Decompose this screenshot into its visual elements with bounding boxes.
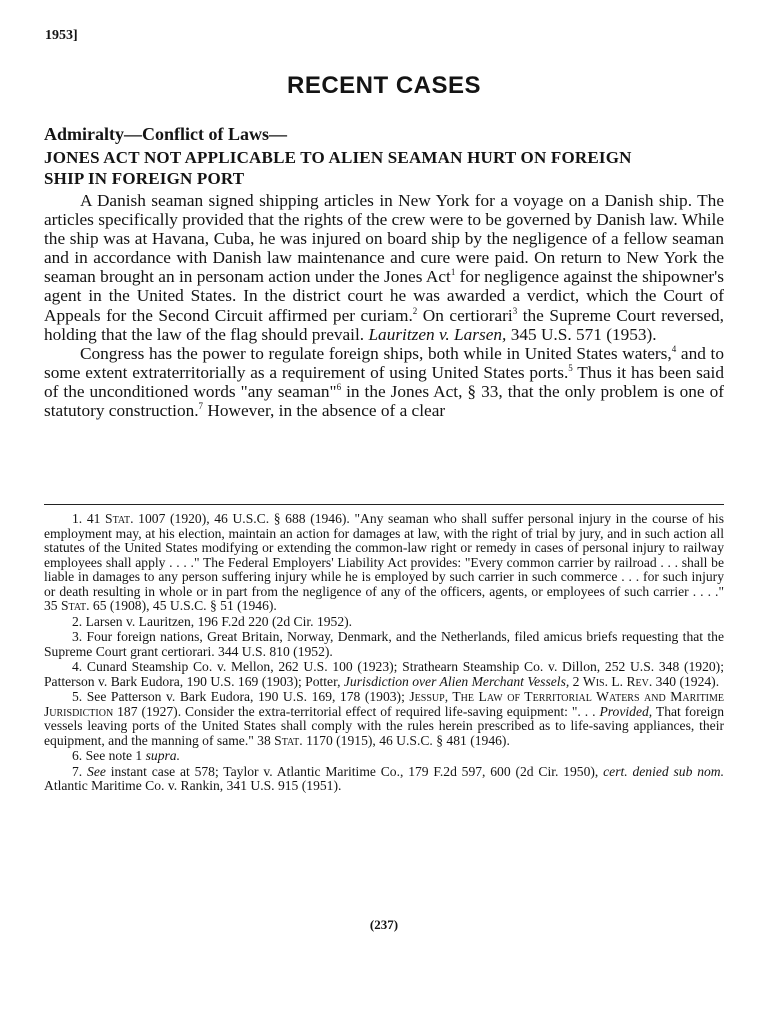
footnotes [44,512,724,795]
footnote-text: 2 [569,673,583,689]
footnote-text: 4. Cunard Steamship Co. v. Mellon, 262 U.S. 100 (1923); Strathearn Steamship Co. v. Dillon, 252 U.S. 348 (1920); Patterson v. Bark Eudora, 190 U.S. 169 (1903); Potter, [44,659,724,689]
footnote-text: 65 (1908), 45 U.S.C. § 51 (1946). [89,598,277,613]
footnote-text: 340 (1924). [652,673,720,689]
body-text: and to some extent extraterritorially as a requirement of using United States ports. [44,343,724,382]
footnote-1 [44,512,724,614]
footnote-ref: 3 [512,305,518,316]
footnote-italic: supra. [145,748,180,763]
case-citation-name: Lauritzen v. Larsen, [368,324,507,344]
footnote-smallcaps: Jessup, The Law of Territorial Waters and Maritime Jurisdiction [44,689,725,719]
footnote-text: instant case at 578; Taylor v. Atlantic Maritime Co., 179 F.2d 597, 600 (2d Cir. 1950), [105,763,604,779]
footnote-4 [44,660,724,689]
footnote-text: 1007 (1920), 46 U.S.C. § 688 (1946). "Any seaman who shall suffer personal injury in the course of his employment may, at his election, maintain an action for damages at law, with the right of trial by jury, and in such action all statutes of the United States modifying or extending the common-law right or remedy in cases of personal injury to railway employees shall apply . . . ." The Federal Employers' Liability Act provides: "Every common carrier by railroad . . . shall be liable in damages to any person suffering injury while he is employed by such carrier in such commerce . . . for such injury or death resulting in whole or in part from the negligence of any of the officers, agents, or employees of such carrier . . . ." 35 [44,511,724,613]
footnote-smallcaps: Stat. [61,598,90,613]
case-title: JONES ACT NOT APPLICABLE TO ALIEN SEAMAN HURT ON FOREIGN SHIP IN FOREIGN PORT [44,148,632,188]
footnote-text: 1. 41 [72,511,106,526]
page-year: 1953] [45,28,78,43]
footnote-2: 2. Larsen v. Lauritzen, 196 F.2d 220 (2d Cir. 1952). [72,613,353,629]
page-number: (237) [369,917,399,932]
footnote-text: 7. [72,763,88,779]
footnote-text: That foreign vessels leaving ports of the United States shall comply with the rules herein prescribed as to life-saving appliances, their equipment, and the manning of same." 38 [44,703,725,748]
body-text: the Supreme Court reversed, holding that the law of the flag should prevail. [44,305,724,344]
footnote-ref: 2 [412,305,418,316]
footnote-smallcaps: Stat. [274,732,303,748]
body-text: However, in the absence of a clear [203,401,446,421]
footnote-6 [44,749,724,764]
body-paragraph-2 [44,344,724,420]
footnote-italic: cert. denied sub nom. [603,763,725,779]
footnote-smallcaps: Wis. L. Rev. [582,673,653,689]
footnote-italic: See [87,763,106,779]
footnote-text: 187 (1927). Consider the extra-territorial effect of required life-saving equipment: ". . . [113,703,600,719]
body-text: On certiorari [417,305,513,325]
section-title: RECENT CASES [286,72,482,99]
body-text: A Danish seaman signed shipping articles in New York for a voyage on a Danish ship. The articles specifically provided that the rights of the crew were to be governed by Danish law. While the ship was at Havana, Cuba, he was injured on board ship by the negligence of a fellow seaman and in accordance with Danish law maintenance and cure were paid. On return to New York the seaman brought an in personam action under the Jones Act [44,191,724,287]
body-text: for negligence against the shipowner's agent in the United States. In the district court he was awarded a verdict, which the Court of Appeals for the Second Circuit affirmed per curiam. [44,267,724,325]
footnote-3: 3. Four foreign nations, Great Britain, Norway, Denmark, and the Netherlands, filed amicus briefs requesting that the Supreme Court grant certiorari. 344 U.S. 810 (1952). [44,629,724,659]
footnote-italic: Provided, [599,703,653,719]
case-body [44,191,724,420]
footnote-ref: 7 [198,401,204,412]
body-text: Congress has the power to regulate foreign ships, both while in United States waters, [80,343,672,363]
footnote-smallcaps: Stat. [105,511,134,526]
body-text: 345 U.S. 571 (1953). [506,324,657,344]
footnote-5 [44,690,724,748]
footnote-text: 6. See note 1 [72,748,146,763]
body-text: Thus it has been said of the unconditioned words "any seaman" [44,362,725,401]
footnote-text: 1170 (1915), 46 U.S.C. § 481 (1946). [302,732,510,748]
footnote-ref: 6 [336,382,342,393]
case-subject: Admiralty—Conflict of Laws— [44,124,287,144]
body-paragraph-1 [44,191,724,344]
footnote-text: Atlantic Maritime Co. v. Rankin, 341 U.S. 915 (1951). [44,778,342,793]
footnote-italic: Jurisdiction over Alien Merchant Vessels, [343,673,570,689]
footnote-7 [44,765,724,794]
body-text: in the Jones Act, § 33, that the only problem is one of statutory construction. [44,381,724,421]
footnote-divider [44,504,724,505]
footnote-ref: 5 [568,363,573,374]
footnote-ref: 1 [450,267,456,278]
footnote-text: 5. See Patterson v. Bark Eudora, 190 U.S. 169, 178 (1903); [72,689,410,704]
footnote-ref: 4 [671,343,677,354]
